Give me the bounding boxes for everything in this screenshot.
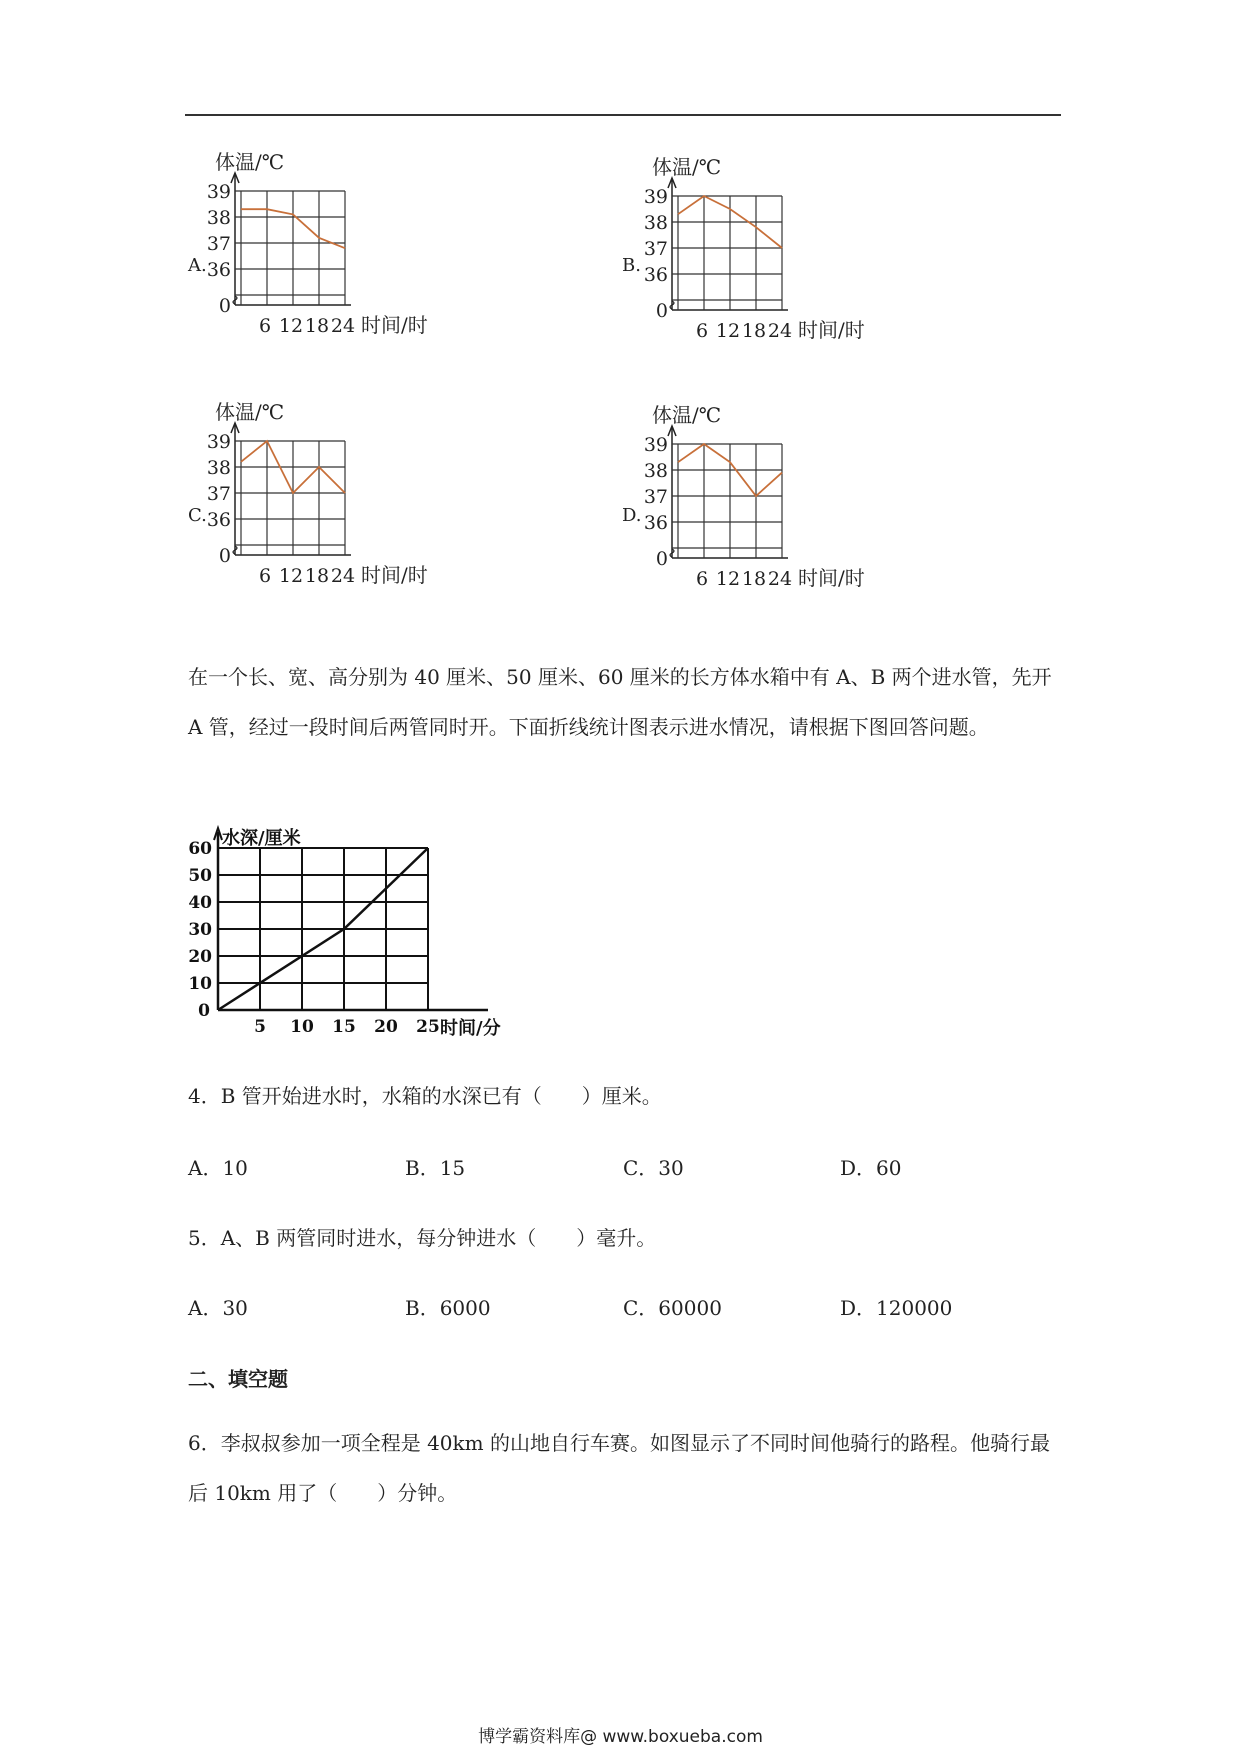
q5-choice-c: C．60000 [623, 1296, 722, 1320]
option-a-chart [206, 150, 485, 365]
option-c-chart [206, 400, 485, 615]
option-b-chart [643, 155, 922, 370]
q4-choice-b: B．15 [405, 1156, 466, 1180]
y-axis-label: 体温/℃ [652, 403, 722, 427]
x-tick-label: 20 [374, 1017, 398, 1037]
x-tick-label: 6 [258, 565, 272, 587]
x-tick-label: 0 [198, 1001, 210, 1021]
intro-paragraph: 在一个长、宽、高分别为 40 厘米、50 厘米、60 厘米的长方体水箱中有 A、B 两个进水管，先开 A 管，经过一段时间后两管同时开。下面折线统计图表示进水情况，请根据下图回答问题。 [188, 665, 1052, 739]
y-tick-label: 0 [655, 300, 668, 322]
y-tick-label: 37 [206, 483, 231, 505]
option-d-letter: D. [622, 505, 642, 526]
question-5: 5．A、B 两管同时进水，每分钟进水（ ）毫升。 [188, 1226, 657, 1250]
question-6: 6．李叔叔参加一项全程是 40km 的山地自行车赛。如图显示了不同时间他骑行的路程。他骑行最后 10km 用了（ ）分钟。 [188, 1431, 1050, 1505]
y-tick-label: 36 [643, 264, 668, 286]
x-tick-label: 24 [330, 315, 356, 337]
y-axis-label: 体温/℃ [652, 155, 722, 179]
y-tick-label: 60 [188, 839, 212, 859]
y-tick-label: 38 [643, 460, 668, 482]
y-axis-label: 体温/℃ [215, 150, 285, 174]
y-tick-label: 37 [206, 233, 231, 255]
y-tick-label: 39 [206, 431, 231, 453]
option-d-chart [643, 403, 922, 618]
x-tick-label: 18 [741, 568, 767, 590]
y-tick-label: 38 [206, 457, 231, 479]
x-tick-label: 12 [278, 565, 304, 587]
q5-choice-d: D．120000 [840, 1296, 953, 1320]
y-tick-label: 37 [643, 238, 668, 260]
y-tick-label: 39 [643, 186, 668, 208]
x-tick-label: 12 [715, 568, 741, 590]
x-tick-label: 18 [741, 320, 767, 342]
x-tick-label: 12 [278, 315, 304, 337]
header-rule [185, 114, 1061, 116]
x-tick-label: 6 [695, 320, 709, 342]
y-tick-label: 38 [643, 212, 668, 234]
x-axis-label: 时间/时 [361, 563, 428, 587]
x-tick-label: 24 [330, 565, 356, 587]
option-a-letter: A. [188, 255, 207, 276]
x-tick-label: 10 [290, 1017, 314, 1037]
footer-watermark: 博学霸资料库@ www.boxueba.com [478, 1727, 763, 1747]
y-tick-label: 50 [188, 866, 212, 886]
q4-choice-d: D．60 [840, 1156, 902, 1180]
x-axis-label: 时间/分 [440, 1018, 501, 1039]
x-tick-label: 18 [304, 565, 330, 587]
x-tick-label: 25 [416, 1017, 440, 1037]
y-tick-label: 30 [188, 920, 212, 940]
y-tick-label: 10 [188, 974, 212, 994]
y-tick-label: 38 [206, 207, 231, 229]
x-tick-label: 18 [304, 315, 330, 337]
x-tick-label: 12 [715, 320, 741, 342]
y-tick-label: 0 [218, 295, 231, 317]
x-tick-label: 24 [767, 568, 793, 590]
y-tick-label: 36 [206, 259, 231, 281]
q5-choice-a: A．30 [188, 1296, 248, 1320]
x-tick-label: 6 [695, 568, 709, 590]
y-tick-label: 0 [218, 545, 231, 567]
option-c-letter: C. [188, 505, 207, 526]
x-tick-label: 6 [258, 315, 272, 337]
q5-choice-b: B．6000 [405, 1296, 491, 1320]
q4-choice-c: C．30 [623, 1156, 684, 1180]
x-axis-label: 时间/时 [798, 318, 865, 342]
question-4: 4．B 管开始进水时，水箱的水深已有（ ）厘米。 [188, 1084, 662, 1108]
y-tick-label: 0 [655, 548, 668, 570]
x-tick-label: 15 [332, 1017, 356, 1037]
y-tick-label: 39 [643, 434, 668, 456]
y-tick-label: 36 [206, 509, 231, 531]
q4-choice-a: A．10 [188, 1156, 248, 1180]
y-tick-label: 40 [188, 893, 212, 913]
option-b-letter: B. [622, 255, 641, 276]
y-axis-label: 水深/厘米 [222, 828, 301, 849]
y-tick-label: 37 [643, 486, 668, 508]
y-tick-label: 20 [188, 947, 212, 967]
x-tick-label: 5 [254, 1017, 266, 1037]
section-heading-fill-in: 二、填空题 [188, 1367, 288, 1391]
x-tick-label: 24 [767, 320, 793, 342]
x-axis-label: 时间/时 [798, 566, 865, 590]
y-tick-label: 36 [643, 512, 668, 534]
water-depth-chart [190, 820, 590, 1040]
y-axis-label: 体温/℃ [215, 400, 285, 424]
x-axis-label: 时间/时 [361, 313, 428, 337]
y-tick-label: 39 [206, 181, 231, 203]
